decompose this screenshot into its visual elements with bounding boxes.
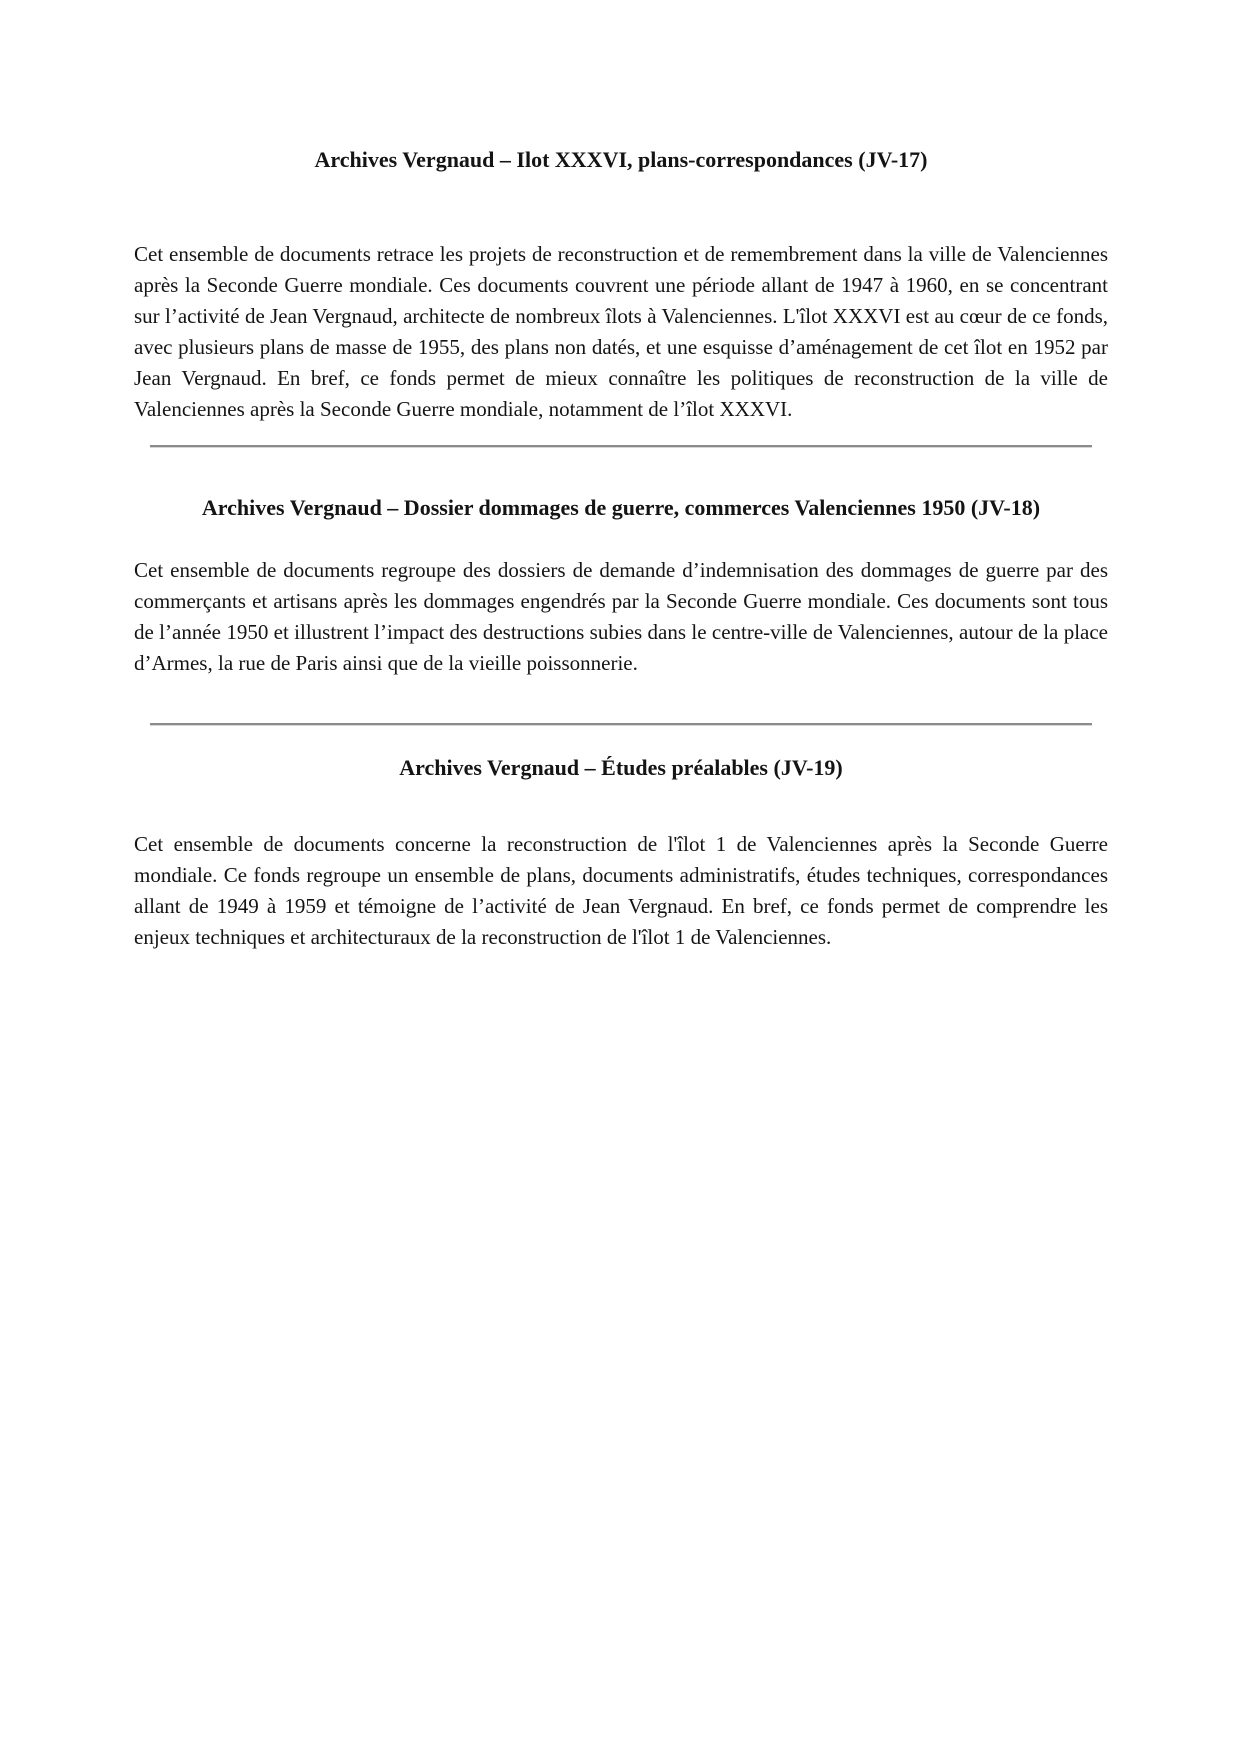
section-heading-jv19: Archives Vergnaud – Études préalables (JV-19) xyxy=(399,755,843,780)
document-content xyxy=(0,144,1242,953)
section-divider xyxy=(150,723,1092,726)
section-body-jv17: Cet ensemble de documents retrace les projets de reconstruction et de remembrement dans la ville de Valenciennes après la Seconde Guerre mondiale. Ces documents couvrent une période allant de 1947 à 1960, en se concentrant sur l’activité de Jean Vergnaud, architecte de nombreux îlots à Valenciennes. L'îlot XXXVI est au cœur de ce fonds, avec plusieurs plans de masse de 1955, des plans non datés, et une esquisse d’aménagement de cet îlot en 1952 par Jean Vergnaud. En bref, ce fonds permet de mieux connaître les politiques de reconstruction de la ville de Valenciennes après la Seconde Guerre mondiale, notamment de l’îlot XXXVI. xyxy=(134,242,1108,421)
section-body-jv19: Cet ensemble de documents concerne la reconstruction de l'îlot 1 de Valenciennes après la Seconde Guerre mondiale. Ce fonds regroupe un ensemble de plans, documents administratifs, études techniques, correspondances allant de 1949 à 1959 et témoigne de l’activité de Jean Vergnaud. En bref, ce fonds permet de comprendre les enjeux techniques et architecturaux de la reconstruction de l'îlot 1 de Valenciennes. xyxy=(134,832,1108,949)
section-heading-jv17: Archives Vergnaud – Ilot XXXVI, plans-correspondances (JV-17) xyxy=(314,147,928,172)
section-body-jv18: Cet ensemble de documents regroupe des dossiers de demande d’indemnisation des dommages de guerre par des commerçants et artisans après les dommages engendrés par la Seconde Guerre mondiale. Ces documents sont tous de l’année 1950 et illustrent l’impact des destructions subies dans le centre-ville de Valenciennes, autour de la place d’Armes, la rue de Paris ainsi que de la vieille poissonnerie. xyxy=(134,558,1108,675)
archive-section-jv19 xyxy=(134,752,1108,953)
section-heading-jv18: Archives Vergnaud – Dossier dommages de guerre, commerces Valenciennes 1950 (JV-18) xyxy=(201,495,1041,520)
archive-section-jv18 xyxy=(134,492,1108,679)
section-divider xyxy=(150,445,1092,448)
archive-section-jv17 xyxy=(134,144,1108,425)
